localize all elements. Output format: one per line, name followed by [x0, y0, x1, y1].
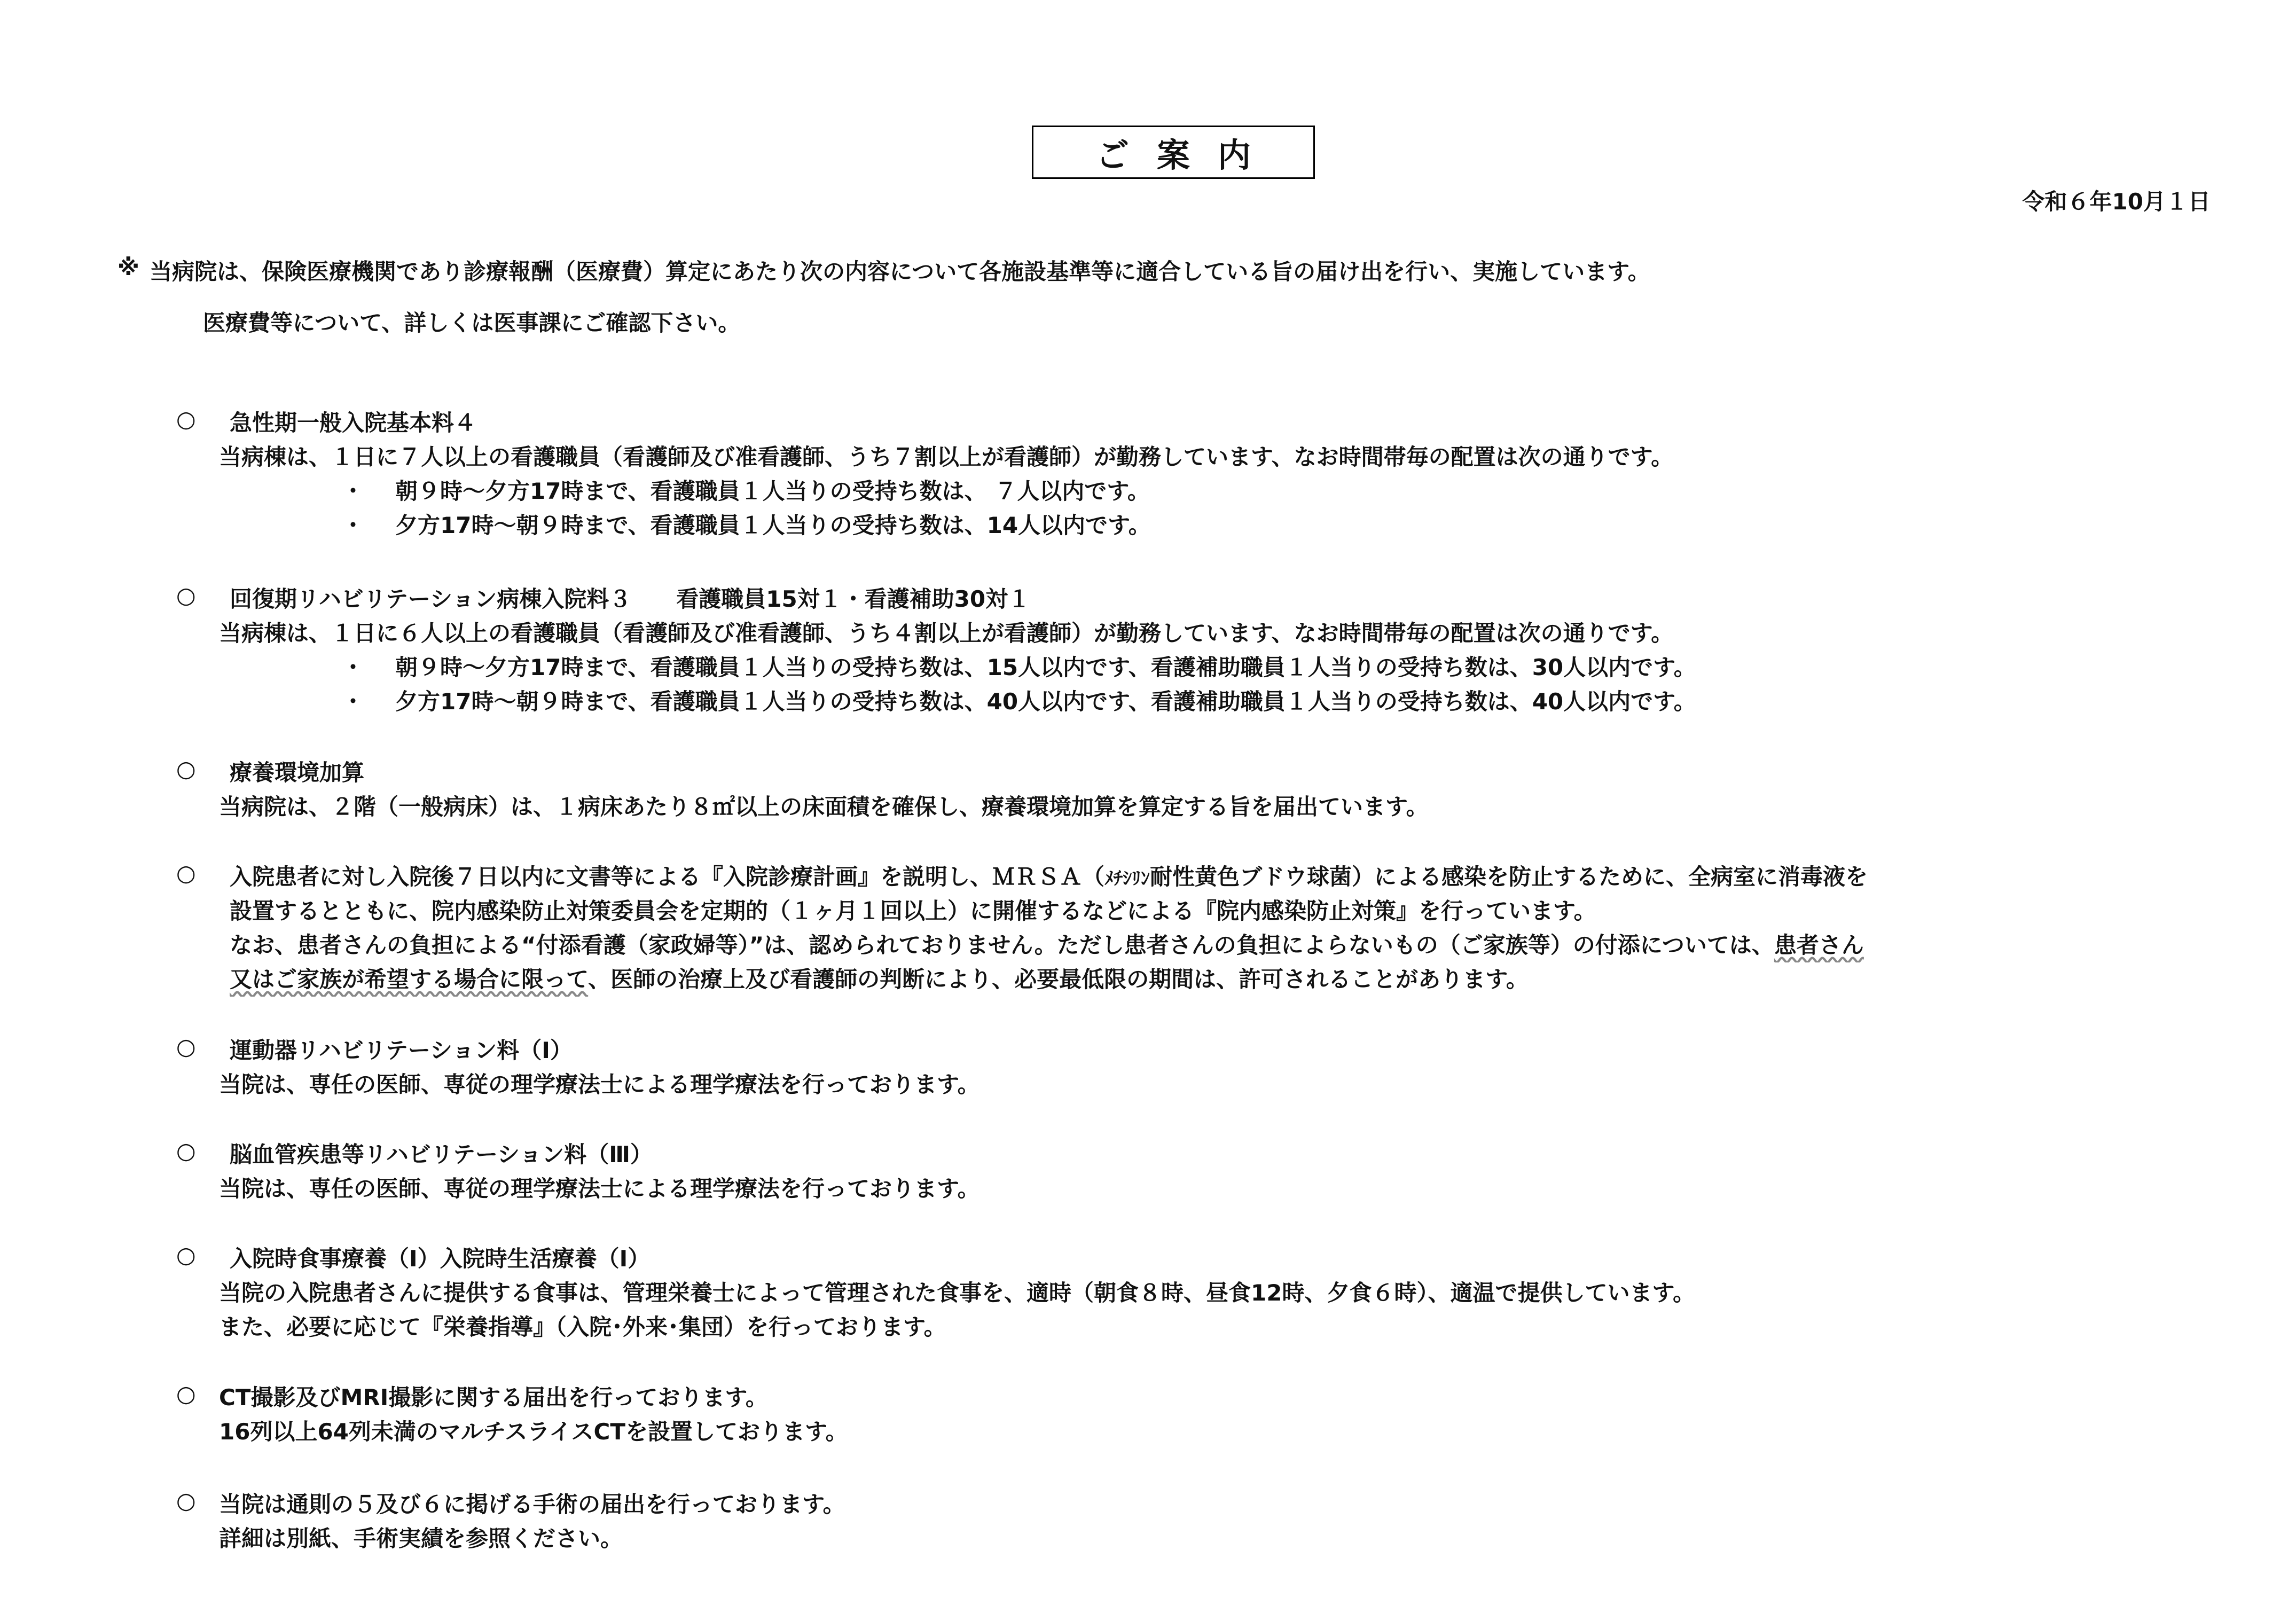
circle-bullet: ○: [176, 1033, 196, 1060]
section-text: また、必要に応じて『栄養指導』（入院･外来･集団）を行っております。: [219, 1314, 946, 1340]
underlined-text: 又はご家族が希望する場合に限って: [230, 966, 589, 992]
sub-item: [230, 474, 2211, 508]
underlined-text: 患者さん: [1774, 932, 1864, 958]
section-heading: 運動器リハビリテーション料（Ⅰ）: [230, 1037, 573, 1063]
section-heading: 当院は通則の５及び６に掲げる手術の届出を行っております。: [219, 1491, 845, 1517]
dot-bullet: ・: [342, 654, 365, 680]
mrsa-abbrev: ﾒﾁｼﾘﾝ: [1104, 868, 1150, 889]
section-text: 詳細は別紙、手術実績を参照ください。: [219, 1525, 623, 1552]
section-text: 当病院は、２階（一般病床）は、１病床あたり８㎡以上の床面積を確保し、療養環境加算を算定する旨を届出ています。: [219, 794, 1429, 820]
page-title: ご案内: [1032, 126, 1315, 179]
dot-bullet: ・: [342, 478, 365, 504]
sub-item: [230, 685, 2211, 719]
section-heading: 脳血管疾患等リハビリテーション料（Ⅲ）: [230, 1141, 653, 1168]
section-text: 当院の入院患者さんに提供する食事は、管理栄養士によって管理された食事を、適時（朝食８時、昼食12時、夕食６時）、適温で提供しています。: [219, 1280, 1696, 1306]
circle-bullet: ○: [176, 1242, 196, 1268]
circle-bullet: ○: [176, 860, 196, 886]
section-heading: 入院時食事療養（Ⅰ）入院時生活療養（Ⅰ）: [230, 1246, 651, 1272]
sub-item-text: 夕方17時～朝９時まで、看護職員１人当りの受持ち数は、40人以内です、看護補助職員１人当りの受持ち数は、40人以内です。: [395, 688, 1696, 715]
sub-item: [230, 651, 2211, 685]
section-text: 入院患者に対し入院後７日以内に文書等による『入院診療計画』を説明し、ＭＲＳＡ（ﾒﾁｼﾘﾝ耐性黄色ブドウ球菌）による感染を防止するために、全病室に消毒液を: [230, 864, 1868, 890]
section-heading: 回復期リハビリテーション病棟入院料３ 看護職員15対１・看護補助30対１: [230, 586, 1031, 612]
issue-date: 令和６年10月１日: [2022, 189, 2211, 215]
circle-bullet: ○: [176, 1487, 196, 1514]
sub-item-text: 夕方17時～朝９時まで、看護職員１人当りの受持ち数は、14人以内です。: [395, 512, 1151, 538]
sub-item: [230, 508, 2211, 543]
section-heading: 療養環境加算: [230, 759, 365, 786]
note-mark: ※: [117, 254, 139, 280]
dot-bullet: ・: [342, 512, 365, 538]
section-text: 当院は、専任の医師、専従の理学療法士による理学療法を行っております。: [219, 1176, 980, 1202]
section-text: 当病棟は、１日に６人以上の看護職員（看護師及び准看護師、うち４割以上が看護師）が勤務しています、なお時間帯毎の配置は次の通りです。: [219, 620, 1674, 646]
dot-bullet: ・: [342, 688, 365, 715]
section-heading: 急性期一般入院基本料４: [230, 410, 477, 436]
section-text: 設置するとともに、院内感染防止対策委員会を定期的（１ヶ月１回以上）に開催するなどによる『院内感染防止対策』を行っています。: [230, 898, 1596, 924]
circle-bullet: ○: [176, 756, 196, 782]
sub-item-text: 朝９時～夕方17時まで、看護職員１人当りの受持ち数は、 ７人以内です。: [395, 478, 1150, 504]
intro-line-2: 医療費等について、詳しくは医事課にご確認下さい。: [203, 310, 741, 336]
section-text: なお、患者さんの負担による“付添看護（家政婦等）”は、認められておりません。ただし患者さんの負担によらないもの（ご家族等）の付添については、患者さん: [230, 932, 1864, 958]
section-text: 又はご家族が希望する場合に限って、医師の治療上及び看護師の判断により、必要最低限の期間は、許可されることがあります。: [230, 966, 1529, 992]
section-heading: CT撮影及びMRI撮影に関する届出を行っております。: [219, 1384, 768, 1411]
section-text: 当病棟は、１日に７人以上の看護職員（看護師及び准看護師、うち７割以上が看護師）が勤務しています、なお時間帯毎の配置は次の通りです。: [219, 444, 1674, 470]
circle-bullet: ○: [176, 1381, 196, 1407]
circle-bullet: ○: [176, 582, 196, 608]
sub-item-text: 朝９時～夕方17時まで、看護職員１人当りの受持ち数は、15人以内です、看護補助職員１人当りの受持ち数は、30人以内です。: [395, 654, 1696, 680]
intro-text-1: 当病院は、保険医療機関であり診療報酬（医療費）算定にあたり次の内容について各施設基準等に適合している旨の届け出を行い、実施しています。: [150, 259, 1650, 285]
intro-line-1: [117, 254, 1650, 286]
circle-bullet: ○: [176, 1138, 196, 1164]
circle-bullet: ○: [176, 406, 196, 432]
section-text: 当院は、専任の医師、専従の理学療法士による理学療法を行っております。: [219, 1071, 980, 1098]
section-text: 16列以上64列未満のマルチスライスCTを設置しております。: [219, 1419, 848, 1445]
